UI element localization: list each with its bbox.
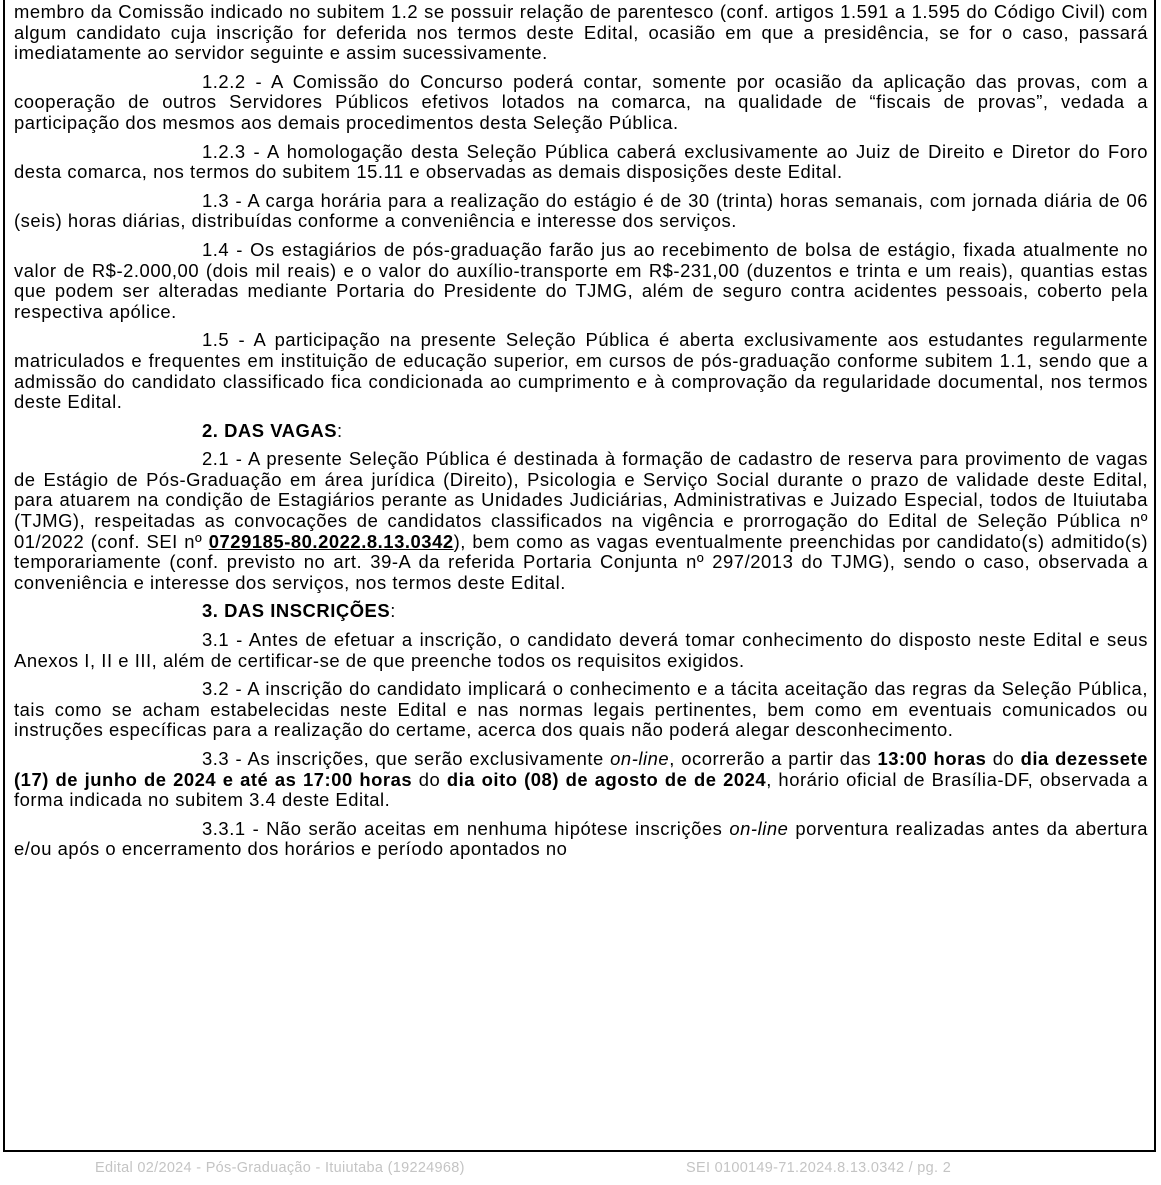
paragraph-1-2-2: 1.2.2 - A Comissão do Concurso poderá contar, somente por ocasião da aplicação das provas, com a cooperação de outros Servidores Públicos efetivos lotados na comarca, na qualidade de “fiscais de provas”, vedada a participação dos mesmos aos demais procedimentos desta Seleção Pública. [14, 70, 1148, 133]
section-heading-vagas: 2. DAS VAGAS: [202, 419, 343, 441]
paragraph-1-2-3: 1.2.3 - A homologação desta Seleção Pública caberá exclusivamente ao Juiz de Direito e Diretor do Foro desta comarca, nos termos do subitem 15.11 e observadas as demais disposições deste Edital. [14, 140, 1148, 183]
section-heading-vagas-text: 2. DAS VAGAS [202, 419, 338, 441]
p33-bold-end: dia oito (08) de agosto de de 2024 [446, 768, 767, 790]
section-heading-inscricoes: 3. DAS INSCRIÇÕES: [202, 600, 396, 622]
footer-edital: Edital 02/2024 - Pós-Graduação - Ituiutaba (19224968) [95, 1160, 465, 1176]
document-body [14, 2, 1148, 868]
p33-b: , ocorrerão a partir das [669, 748, 878, 769]
p33-bold-start: dia dezessete (17) de junho de 2024 e até as 17:00 horas [14, 748, 1149, 790]
paragraph-3-2: 3.2 - A inscrição do candidato implicará o conhecimento e a tácita aceitação das regras da Seleção Pública, tais como se acham estabelecidas neste Edital e nas normas legais pertinentes, bem como em eventuais comunicados ou instruções específicas para a realização do certame, acerca dos quais não poderá alegar desconhecimento. [14, 678, 1148, 741]
p331-online: on-line [729, 817, 789, 839]
paragraph-3-3 [14, 749, 1148, 811]
paragraph-2-1 [14, 449, 1148, 593]
paragraph-1-5: 1.5 - A participação na presente Seleção Pública é aberta exclusivamente aos estudantes regularmente matriculados e frequentes em instituição de educação superior, em cursos de pós-graduação conforme subitem 1.1, sendo que a admissão do candidato classificado fica condicionada ao cumprimento e à comprovação da regularidade documental, nos termos deste Edital. [14, 329, 1148, 413]
section-heading-inscricoes-text: 3. DAS INSCRIÇÕES [202, 600, 391, 622]
sei-link[interactable]: 0729185-80.2022.8.13.0342 [208, 530, 454, 552]
page-footer [0, 1160, 1161, 1180]
paragraph-continuation: membro da Comissão indicado no subitem 1.2 se possuir relação de parentesco (conf. artigos 1.591 a 1.595 do Código Civil) com algum candidato cuja inscrição for deferida nos termos deste Edital, ocasião em que a presidência, se for o caso, passará imediatamente ao servidor seguinte e assim sucessivamente. [14, 1, 1148, 64]
paragraph-2-1-text-a: 2.1 - A presente Seleção Pública é destinada à formação de cadastro de reserva para provimento de vagas de Estágio de Pós-Graduação em área jurídica (Direito), Psicologia e Serviço Social durante o prazo de validade deste Edital, para atuarem na condição de Estagiários perante as Unidades Judiciárias, Administrativas e Juizado Especial, todos de Ituiutaba (TJMG), respeitadas as convocações de candidatos classificados na vigência e prorrogação do Edital de Seleção Pública nº 01/2022 (conf. SEI nº [14, 448, 1148, 552]
p33-bold-time: 13:00 horas [877, 748, 987, 769]
p33-c: do [986, 748, 1021, 769]
p33-a: 3.3 - As inscrições, que serão exclusivamente [202, 748, 611, 769]
paragraph-1-4: 1.4 - Os estagiários de pós-graduação farão jus ao recebimento de bolsa de estágio, fixada atualmente no valor de R$-2.000,00 (dois mil reais) e o valor do auxílio-transporte em R$-231,00 (duzentos e trinta e um reais), quantias estas que podem ser alteradas mediante Portaria do Presidente do TJMG, além de seguro contra acidentes pessoais, coberto pela respectiva apólice. [14, 238, 1148, 322]
p331-b: porventura realizadas antes da abertura e/ou após o encerramento dos horários e período apontados no [14, 817, 1148, 860]
paragraph-1-3: 1.3 - A carga horária para a realização do estágio é de 30 (trinta) horas semanais, com jornada diária de 06 (seis) horas diárias, distribuídas conforme a conveniência e interesse dos serviços. [14, 189, 1148, 232]
paragraph-2-1-text-b: ), bem como as vagas eventualmente preenchidas por candidato(s) admitido(s) temporariamente (conf. previsto no art. 39-A da referida Portaria Conjunta nº 297/2013 do TJMG), sendo o caso, observada a conveniência e interesse dos serviços, nos termos deste Edital. [14, 530, 1148, 593]
p33-d: do [412, 768, 447, 790]
p33-online: on-line [610, 748, 670, 769]
footer-sei: SEI 0100149-71.2024.8.13.0342 / pg. 2 [686, 1160, 952, 1176]
p331-a: 3.3.1 - Não serão aceitas em nenhuma hipótese inscrições [202, 817, 730, 839]
paragraph-3-3-1 [14, 819, 1148, 860]
paragraph-3-1: 3.1 - Antes de efetuar a inscrição, o candidato deverá tomar conhecimento do disposto neste Edital e seus Anexos I, II e III, além de certificar-se de que preenche todos os requisitos exigidos. [14, 629, 1148, 671]
p33-e: , horário oficial de Brasília-DF, observada a forma indicada no subitem 3.4 deste Edital. [14, 768, 1148, 811]
